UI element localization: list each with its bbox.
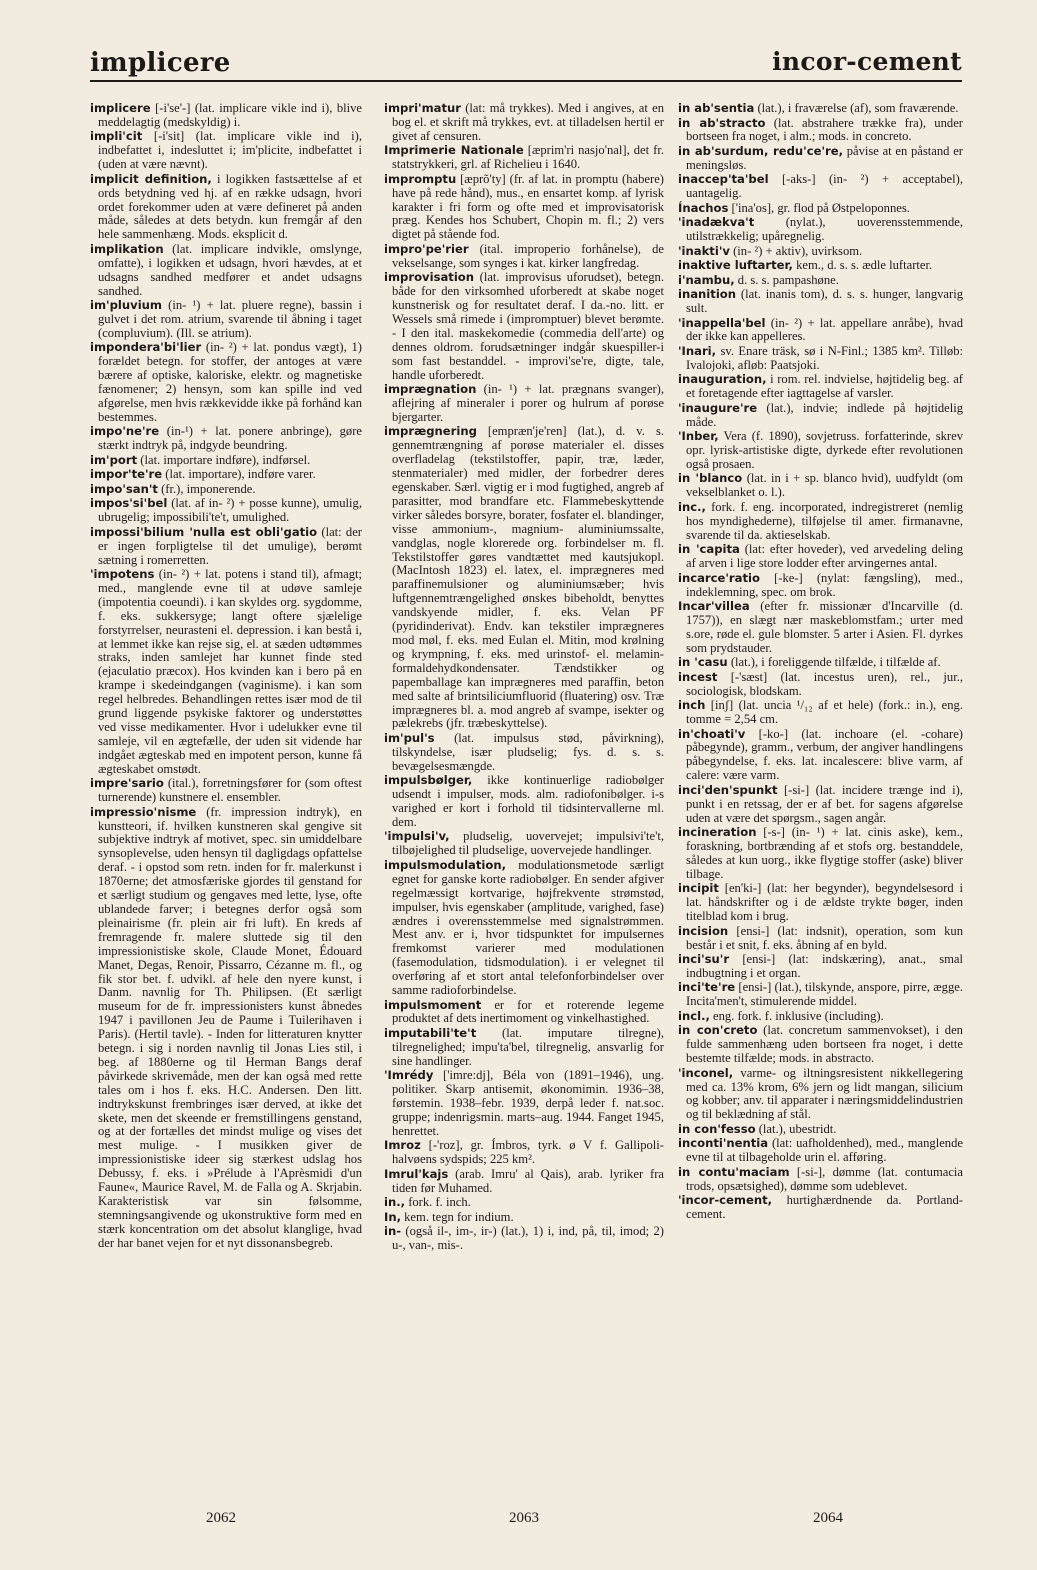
entry-headword: 'inconel, <box>678 1065 734 1080</box>
entry-headword: impre'sario <box>90 776 164 791</box>
entry-headword: 'Inari, <box>678 343 717 358</box>
header-rule <box>90 80 962 82</box>
entry-headword: 'inappella'bel <box>678 315 766 330</box>
entry-text: [ensi-] (lat: indskæring), anat., smal indbugtning i et organ. <box>686 952 963 980</box>
dictionary-entry <box>90 777 362 805</box>
page-number-middle: 2063 <box>509 1510 539 1526</box>
dictionary-entry <box>678 784 963 826</box>
guide-word-left: implicere <box>90 48 231 78</box>
dictionary-entry <box>678 981 963 1009</box>
dictionary-entry <box>90 102 362 130</box>
dictionary-entry <box>384 144 664 172</box>
dictionary-entry <box>384 1139 664 1167</box>
entry-headword: inconti'nentia <box>678 1136 769 1151</box>
entry-text: hurtighærdnende da. Portland-cement. <box>686 1193 963 1222</box>
entry-headword: 'Imrédy <box>384 1068 434 1083</box>
dictionary-entry <box>678 656 963 670</box>
entry-text: (in- ²) + aktiv), uvirksom. <box>729 243 863 258</box>
entry-text: [empræn'je'ren] (lat.), d. v. s. gennemtrængning af porøse materialer el. disses overfladelag (tekstilstoffer, papir, træ, læder, stenmaterialer) med midler, der forbedrer deres egenskaber. Særl. vigtig er i mod fugtighed, angreb af parasitter, mod brandfare etc. Flammebeskyttende virker således borsyre, borater, fosfater el. blandinger, visse ammonium-, magnium- aluminiumssalte, vandglas, nogle klorerede org. forbindelser m. fl. Tekstilstoffer gøres vandtættet med kautsjukopl. (MacIntosh 1823) el. latex, el. imprægneres med paraffinemulsioner og aluminiumsæber; hvis luftgennemtrængelighed ønskes bibeholdt, benyttes vandskyende midler, f. eks. Velan PF (pyridinderivat). Endv. kan tekstiler imprægneres mod møl, f. eks. med Eulan el. Mitin, mod krølning og krympning, f. eks. med urinstof- el. melamin-formaldehydkondensater. Tændstikker og papemballage kan imprægneres med paraffin, beton med salte af brintsiliciumfluorid (fluatering) osv. Træ imprægneres bl. a. mod angreb af svampe, isekter og pælekrebs (jfr. træbeskyttelse). <box>392 424 664 731</box>
entry-headword: implicit definition, <box>90 171 212 186</box>
dictionary-entry <box>678 728 963 784</box>
dictionary-entry <box>384 1069 664 1139</box>
dictionary-entry <box>384 173 664 243</box>
entry-headword: impondera'bi'lier <box>90 340 202 355</box>
dictionary-entry <box>678 430 963 472</box>
dictionary-entry <box>384 859 664 998</box>
entry-text: i logikken fastsættelse af et ords betydning ved hj. af en række udsagn, hvori ordet forekommer uden at være defineret på anden måde, således at dets betydn. kun fremgår af den hele sammenhæng. Mods. eksplicit d. <box>98 171 362 242</box>
dictionary-entry <box>678 699 963 727</box>
dictionary-entry <box>678 216 963 244</box>
entry-text: (lat: efter hoveder), ved arvedeling deling af arven i lige store lodder efter arvingernes antal. <box>686 542 963 571</box>
dictionary-entry <box>678 600 963 656</box>
dictionary-entry <box>90 341 362 424</box>
entry-text: [en'ki-] (lat: her begynder), begyndelsesord i lat. håndskrifter og i de ældste trykte bøger, inden titelblad kom i brug. <box>686 881 963 924</box>
dictionary-entry <box>384 271 664 382</box>
entry-headword: Incar'villea <box>678 599 750 613</box>
entry-text: (lat. af in- ²) + posse kunne), umulig, ubrugelig; impossibili'te't, umulighed. <box>98 496 362 525</box>
entry-text: [-'sæst] (lat. incestus uren), rel., jur., sociologisk, blodskam. <box>686 669 963 698</box>
dictionary-entry <box>90 299 362 341</box>
entry-headword: improvisation <box>384 270 475 285</box>
dictionary-entry <box>384 383 664 425</box>
entry-headword: impulsbølger, <box>384 773 473 788</box>
entry-text: [æprim'ri nasjo'nal], det fr. statstrykkeri, grl. af Richelieu i 1640. <box>392 143 664 172</box>
dictionary-entry <box>678 1166 963 1194</box>
dictionary-entry <box>678 173 963 201</box>
dictionary-entry <box>678 1010 963 1024</box>
column-1 <box>90 102 362 1492</box>
entry-headword: incision <box>678 923 729 938</box>
entry-text: (fr.), imponerende. <box>157 481 256 496</box>
dictionary-entry <box>90 483 362 497</box>
entry-text: (lat: uafholdenhed), med., manglende evne til at tilbageholde urin el. afføring. <box>686 1136 963 1165</box>
entry-headword: inc., <box>678 499 706 514</box>
entry-text: [-ko-] (lat. inchoare (el. -cohare) påbegynde), gramm., verbum, der angiver handlingens påbegyndelse, f. eks. lat. incalescere: blive varm, af calere: være varm. <box>686 726 963 783</box>
entry-text: (lat.), indvie; indlede på højtidelig måde. <box>686 400 963 429</box>
entry-headword: inci'su'r <box>678 952 730 966</box>
dictionary-entry <box>678 317 963 345</box>
entry-headword: incl., <box>678 1008 710 1023</box>
entry-headword: inaktive luftarter, <box>678 258 793 273</box>
entry-text: (fr. impression indtryk), en kunstteori, if. hvilken kunstneren skal gengive sit subjektive indtryk af motivet, spec. sin umiddelbare synsoplevelse, uden hensyn til dagligdags opfattelse deraf. - i opstod som retn. inden for fr. malerkunst i 1870erne; det atmosfæriske gjordes til genstand for et særligt studium og gengaves med lette, lyse, ofte ublandede farver; i betegnes derfor også som pleinairisme (fr. plein air fri luft). En kreds af fremragende fr. malere sluttede sig til den impressionistiske skole, Claude Monet, Édouard Manet, Degas, Renoir, Pissarro, Cézanne m. fl., og fik stor bet. f. udvikl. af hele den nyere kunst, i Danm. navnlig for Th. Philipsen. (Et særligt museum for de fr. impressionisters kunst åbnedes 1947 i pavillonen Jeu de Paume i Tuilerihaven i Paris). (Hertil tavle). - Inden for litteraturen knytter betegn. i sig i norden navnlig til Jonas Lies stil, i beg. af 1880erne og til Herman Bangs deraf påvirkede skrivemåde, men der kan også med rette tales om i hos f. eks. H.C. Andersen. Den litt. indtrykskunst frembringes især derved, at ikke det skete, men det skeende er fremstillingens genstand, og at der fortælles det mindst mulige og vises det mest mulige. - I musikken giver de impressionistiske ideer sig stærkest udslag hos Debussy, f. eks. i »Prélude à l'Aprèsmidi d'un Faune«, Maurice Ravel, M. de Falla og A. Skrjabin. Karakteristisk var sin følsomme, stemningsangivende og ukonstruktive form med en stærk koncentration om det absolut klanglige, hvad der har banet vejen for et nyt dissonansbegreb. <box>98 804 362 1250</box>
entry-text: ['imre:dj], Béla von (1891–1946), ung. politiker. Skarp antisemit, økonomimin. 1936–38, førstemin. 1938–febr. 1939, derpå leder f. nat.soc. gruppe; indenrigsmin. marts–aug. 1944. Fanget 1945, henrettet. <box>392 1068 664 1138</box>
entry-headword: in'choati'v <box>678 726 746 741</box>
entry-headword: im'pluvium <box>90 298 162 313</box>
entry-headword: inaccep'ta'bel <box>678 172 769 187</box>
entry-headword: in 'casu <box>678 655 728 670</box>
entry-text: fork. f. eng. incorporated, indregistreret (nemlig hos myndighederne), tilføjelse til amer. firmanavne, svarende til da. aktieselskab. <box>686 499 963 542</box>
dictionary-entry <box>90 454 362 468</box>
dictionary-entry <box>384 1196 664 1210</box>
entry-headword: 'impotens <box>90 567 155 582</box>
dictionary-entry <box>678 925 963 953</box>
running-header <box>90 38 962 82</box>
entry-text: (lat. inanis tom), d. s. s. hunger, langvarig sult. <box>686 287 963 316</box>
entry-headword: impor'te're <box>90 467 163 482</box>
entry-headword: inci'den'spunkt <box>678 782 778 797</box>
entry-headword: in 'capita <box>678 542 740 557</box>
entry-headword: 'inakti'v <box>678 243 730 258</box>
entry-headword: in., <box>384 1195 406 1210</box>
column-3 <box>678 102 963 1492</box>
dictionary-entry <box>384 1027 664 1069</box>
dictionary-entry <box>678 402 963 430</box>
dictionary-entry <box>678 1137 963 1165</box>
entry-headword: imputabili'te't <box>384 1025 477 1040</box>
dictionary-entry <box>384 425 664 731</box>
dictionary-entry <box>384 1225 664 1253</box>
entry-text: (lat.), ubestridt. <box>755 1121 837 1136</box>
dictionary-entry <box>678 1194 963 1222</box>
dictionary-entry <box>678 274 963 288</box>
dictionary-entry <box>90 243 362 299</box>
dictionary-entry <box>90 130 362 172</box>
entry-headword: implicere <box>90 102 151 115</box>
entry-text: (in- ¹) + lat. pluere regne), bassin i gulvet i det rom. atrium, svarende til åbning i taget (compluvium). (Ill. se atrium). <box>98 298 362 340</box>
entry-headword: in contu'maciam <box>678 1164 790 1179</box>
dictionary-entry <box>678 572 963 600</box>
entry-text: (lat.), i foreliggende tilfælde, i tilfælde af. <box>727 655 941 670</box>
page-number-left: 2062 <box>206 1510 236 1526</box>
entry-headword: implikation <box>90 241 164 256</box>
entry-text: (nylat.), uoverensstemmende, utilstrækkelig; upåregnelig. <box>686 215 963 244</box>
entry-text: [ensi-] (lat: indsnit), operation, som kun består i et snit, f. eks. åbning af en byld. <box>686 923 963 952</box>
entry-text: Vera (f. 1890), sovjetruss. forfatterinde, skrev opr. lyrisk-artistiske digte, dyrkede efter revolutionen også prosaen. <box>686 429 963 471</box>
dictionary-entry <box>90 806 362 1251</box>
dictionary-entry <box>678 826 963 882</box>
entry-text: (ital. improperio forhånelse), de vekselsange, som synges i kat. kirker langfredag. <box>392 241 664 270</box>
entry-headword: impossi'bilium 'nulla est obli'gatio <box>90 524 318 539</box>
dictionary-entry <box>678 953 963 981</box>
dictionary-entry <box>678 373 963 401</box>
dictionary-entry <box>384 732 664 774</box>
entry-text: (in-¹) + lat. ponere anbringe), gøre stærkt indtryk på, indgyde beundring. <box>98 424 362 453</box>
entry-headword: incipit <box>678 881 719 896</box>
dictionary-entry <box>384 1211 664 1225</box>
entry-text: (in- ²) + lat. pondus vægt), 1) forældet betegn. for stoffer, der antoges at være bærere af optiske, kaloriske, elektr. og magnetiske fænomener; 2) hensyn, som kan spille ind ved afgørelse, men hvis rækkevidde ikke på forhånd kan bestemmes. <box>98 340 362 424</box>
dictionary-entry <box>678 245 963 259</box>
entry-text: (efter fr. missionær d'Incarville (d. 1757)), en slægt nær maskeblomstfam.; urter med s.ore, røde el. gule blomster. 5 arter i Asien. Fl. dyrkes som prydstauder. <box>686 599 963 655</box>
dictionary-entry <box>90 497 362 525</box>
entry-text: (lat.), i fraværelse (af), som fraværende. <box>754 102 959 115</box>
entry-text: [-si-] (lat. incidere trænge ind i), punkt i en retssag, der er af bet. for sagens afgørelse uden at være det spørgsm., sagen angår. <box>686 782 963 825</box>
entry-text: [æprõ'ty] (fr. af lat. in promptu (habere) have på rede hånd), mus., en ensartet komp. af lyrisk karakter i fri form og ofte med et improvisatorisk præg. Kendes hos Schubert, Chopin m. fl.; 2) vers digtet på stående fod. <box>392 171 664 242</box>
entry-headword: impro'pe'rier <box>384 241 469 256</box>
dictionary-entry <box>90 173 362 243</box>
entry-text: [inʃ] (lat. uncia ¹/₁₂ af et hele) (fork.: in.), eng. tomme = 2,54 cm. <box>686 698 963 727</box>
dictionary-entry <box>384 999 664 1027</box>
entry-text: ikke kontinuerlige radiobølger udsendt i impulser, mods. alm. radiofonibølger. i-s varighed er kort i forhold til tidsintervallerne ml. dem. <box>392 773 664 829</box>
dictionary-entry <box>90 468 362 482</box>
dictionary-entry <box>384 830 664 858</box>
entry-text: pludselig, uovervejet; impulsivi'te't, tilbøjelighed til pludselige, uovervejede handlinger. <box>392 829 664 858</box>
entry-headword: in con'creto <box>678 1023 758 1038</box>
entry-headword: 'inaugure're <box>678 400 758 415</box>
entry-headword: 'impulsi'v, <box>384 829 450 844</box>
dictionary-entry <box>90 568 362 777</box>
entry-headword: impressio'nisme <box>90 804 197 819</box>
dictionary-entry <box>678 882 963 924</box>
entry-text: (lat. improvisus uforudset), betegn. både for den virksomhed uforberedt at skabe noget kunstnerisk og for resultatet deraf. I da.-no. litt. er Wessels små rimede i (impromptuer) blevet berømte. - I den ital. maskekomedie (commedia dell'arte) og dennes oldrom. forudsætninger indgår skuespiller-i som fast bestanddel. - improvi'se're, digte, tale, handle uforberedt. <box>392 270 664 382</box>
entry-headword: impli'cit <box>90 129 143 144</box>
entry-text: kem. tegn for indium. <box>400 1209 514 1224</box>
entry-text: ['ina'os], gr. flod på Østpeloponnes. <box>728 200 910 215</box>
entry-text: [-i'sit] (lat. implicare vikle ind i), indbefattet i, indesluttet i; im'plicite, indbefattet i (uden at være nævnt). <box>98 129 362 172</box>
entry-text: (lat: må trykkes). Med i angives, at en bog el. et skrift må trykkes, evt. at tilladelsen hertil er givet af censuren. <box>392 102 664 143</box>
entry-text: (in- ²) + lat. appellare anråbe), hvad der ikke kan appelleres. <box>686 315 963 344</box>
entry-headword: imprægnering <box>384 424 477 439</box>
entry-text: [-s-] (in- ¹) + lat. cinis aske), kem., foraskning, bortbrænding af et stofs org. bestanddele, således at kun uorg., ikke flygtige stoffer (aske) bliver tilbage. <box>686 825 963 881</box>
entry-text: (lat. in i + sp. blanco hvid), uudfyldt (om vekselblanket o. l.). <box>686 471 963 500</box>
dictionary-entry <box>384 1168 664 1196</box>
entry-headword: Imprimerie Nationale <box>384 143 524 158</box>
dictionary-entry <box>384 243 664 271</box>
dictionary-entry <box>384 102 664 144</box>
entry-text: varme- og iltningsresistent nikkellegering med ca. 13% krom, 6% jern og lidt mangan, silicium og kobber; anv. til apparater i næringsmiddelindustrien og til beklædning af stål. <box>686 1065 963 1122</box>
entry-headword: impo'ne're <box>90 424 160 439</box>
entry-headword: impri'matur <box>384 102 462 115</box>
entry-headword: im'pul's <box>384 730 435 745</box>
entry-text: modulationsmetode særligt egnet for ganske korte radiobølger. En sender afgiver regelmæssigt kortvarige, højfrekvente strømstød, impulser, hvis egenskaber (amplitude, varighed, fase) ændres i overensstemmelse med signalstrømmen. Mest anv. er i, hvor tidspunktet for impulsernes fremkomst varierer med modulationen (fasemodulation, tidsmodulation). i er velegnet til overføring af et stort antal telefonforbindelser over samme radioforbindelse. <box>392 857 664 998</box>
entry-text: (lat. imputare tilregne), tilregnelighed; impu'ta'bel, tilregnelig, ansvarlig for sine handlinger. <box>392 1025 664 1068</box>
dictionary-entry <box>90 526 362 568</box>
entry-headword: Imroz <box>384 1138 421 1153</box>
dictionary-entry <box>678 259 963 273</box>
dictionary-entry <box>678 288 963 316</box>
guide-word-right: incor-cement <box>772 47 962 76</box>
entry-text: (lat. concretum sammenvokset), i den fulde sammenhæng uden bortseen fra noget, i dette bestemte tilfælde; mods. in abstracto. <box>686 1023 963 1066</box>
entry-text: [ensi-] (lat.), tilskynde, anspore, pirre, ægge. Incita'men't, stimulerende middel. <box>686 980 963 1009</box>
dictionary-entry <box>678 501 963 543</box>
entry-text: (in- ²) + lat. potens i stand til), afmagt; med., manglende evne til at udøve samleje (impotentia coeundi). i kan skyldes org. sygdomme, f. eks. sukkersyge; langt oftere sjælelige forstyrrelser, neurasteni el. depression. i kan bestå i, at lemmet ikke kan rejse sig, el. at sæden udtømmes straks, inden samlejet har kunnet finde sted (ejaculatio præcox). Hos kvinden kan i bero på en krampe i skedeindgangen (vaginisme). i kan som regel helbredes. Behandlingen rettes især mod de til grund liggende psykiske faktorer og understøttes ved visse medikamenter. Hvor i udelukker evne til samleje, vil en ægtefælle, der uden sit vidende har indgået ægteskab med en impotent person, kunne få ægteskabet omstødt. <box>98 567 362 776</box>
entry-text: (arab. Imru' al Qais), arab. lyriker fra tiden før Muhamed. <box>392 1166 664 1195</box>
dictionary-entry <box>384 774 664 830</box>
entry-text: [-ke-] (nylat: fængsling), med., indeklemning, spec. om brok. <box>686 570 963 599</box>
entry-headword: in ab'surdum, redu'ce're, <box>678 143 843 158</box>
entry-text: (lat. importare), indføre varer. <box>162 467 316 482</box>
dictionary-entry <box>678 1123 963 1137</box>
dictionary-entry <box>678 671 963 699</box>
entry-headword: incest <box>678 669 718 684</box>
entry-text: [-aks-] (in- ²) + acceptabel), uantagelig. <box>686 172 963 201</box>
dictionary-entry <box>678 472 963 500</box>
entry-headword: in 'blanco <box>678 471 743 486</box>
entry-text: (også il-, im-, ir-) (lat.), 1) i, ind, på, til, imod; 2) u-, van-, mis-. <box>392 1224 664 1253</box>
entry-headword: in ab'stracto <box>678 115 766 130</box>
entry-headword: inauguration, <box>678 372 767 387</box>
entry-headword: in ab'sentia <box>678 102 755 115</box>
entry-headword: Ínachos <box>678 200 729 215</box>
entry-text: i rom. rel. indvielse, højtidelig beg. af et foretagende efter iagttagelse af varsler. <box>686 372 963 401</box>
entry-headword: in- <box>384 1224 402 1239</box>
entry-text: [-'roz], gr. Ímbros, tyrk. ø V f. Gallipoli-halvøens sydspids; 225 km². <box>392 1138 664 1167</box>
entry-headword: im'port <box>90 452 138 467</box>
dictionary-entry <box>678 117 963 145</box>
entry-headword: 'incor-cement, <box>678 1193 773 1208</box>
entry-headword: 'inadækva't <box>678 215 755 230</box>
entry-headword: Imrul'kajs <box>384 1166 449 1181</box>
entry-headword: impos'si'bel <box>90 496 168 511</box>
entry-headword: 'Inber, <box>678 429 719 444</box>
dictionary-entry <box>678 102 963 116</box>
column-2 <box>384 102 664 1492</box>
entry-headword: impo'san't <box>90 481 158 496</box>
entry-headword: impromptu <box>384 171 457 186</box>
entry-text: (lat. importare indføre), indførsel. <box>137 452 311 467</box>
entry-headword: inch <box>678 698 706 713</box>
entry-headword: in con'fesso <box>678 1121 756 1136</box>
entry-text: (in- ¹) + lat. prægnans svanger), aflejring af mineraler i porer og hulrum af porøse bjergarter. <box>392 382 664 424</box>
entry-headword: incarce'ratio <box>678 570 760 585</box>
entry-headword: impulsmoment <box>384 997 482 1012</box>
entry-text: eng. fork. f. inklusive (including). <box>709 1008 884 1023</box>
entry-text: [-si-], dømme (lat. contumacia trods, opsætsighed), dømme som udeblevet. <box>686 1164 963 1193</box>
entry-headword: imprægnation <box>384 382 477 397</box>
entry-text: [-i'se'-] (lat. implicare vikle ind i), blive meddelagtig (medskyldig) i. <box>98 102 362 129</box>
entry-text: sv. Enare träsk, sø i N-Finl.; 1385 km². Tilløb: Ivalojoki, afløb: Paatsjoki. <box>686 343 963 372</box>
entry-text: fork. f. inch. <box>405 1195 471 1210</box>
dictionary-entry <box>678 345 963 373</box>
entry-text: (ital.), forretningsfører for (som oftest turnerende) kunstnere el. ensembler. <box>98 776 362 805</box>
entry-text: (lat. abstrahere trække fra), under bortseen fra noget, i alm.; mods. in concreto. <box>686 115 963 144</box>
entry-headword: i'nambu, <box>678 272 735 287</box>
dictionary-entry <box>678 1024 963 1066</box>
entry-text: (lat: der er ingen forpligtelse til det umulige), berømt sætning i romerretten. <box>98 524 362 567</box>
entry-headword: impulsmodulation, <box>384 857 507 872</box>
entry-text: d. s. s. pampashøne. <box>734 272 839 287</box>
entry-text: påvise at en påstand er meningsløs. <box>686 143 963 172</box>
dictionary-entry <box>90 425 362 453</box>
entry-headword: incineration <box>678 825 757 840</box>
dictionary-entry <box>678 543 963 571</box>
entry-text: er for et roterende legeme produktet af dets inertimoment og vinkelhastighed. <box>392 997 664 1026</box>
dictionary-entry <box>678 1067 963 1123</box>
entry-text: kem., d. s. s. ædle luftarter. <box>792 258 933 273</box>
page-number-right: 2064 <box>813 1510 843 1526</box>
dictionary-entry <box>678 145 963 173</box>
entry-headword: inanition <box>678 287 737 302</box>
entry-text: (lat. implicare indvikle, omslynge, omfatte), i logikken et udsagn, hvori hævdes, at et udsagns sandhed medfører et andet udsagns sandhed. <box>98 241 362 298</box>
entry-headword: inci'te're <box>678 980 736 995</box>
entry-headword: In, <box>384 1209 401 1224</box>
dictionary-entry <box>678 202 963 216</box>
entry-text: (lat. impulsus stød, påvirkning), tilskyndelse, især pludselig; fys. d. s. s. bevægelsesmængde. <box>392 730 664 773</box>
